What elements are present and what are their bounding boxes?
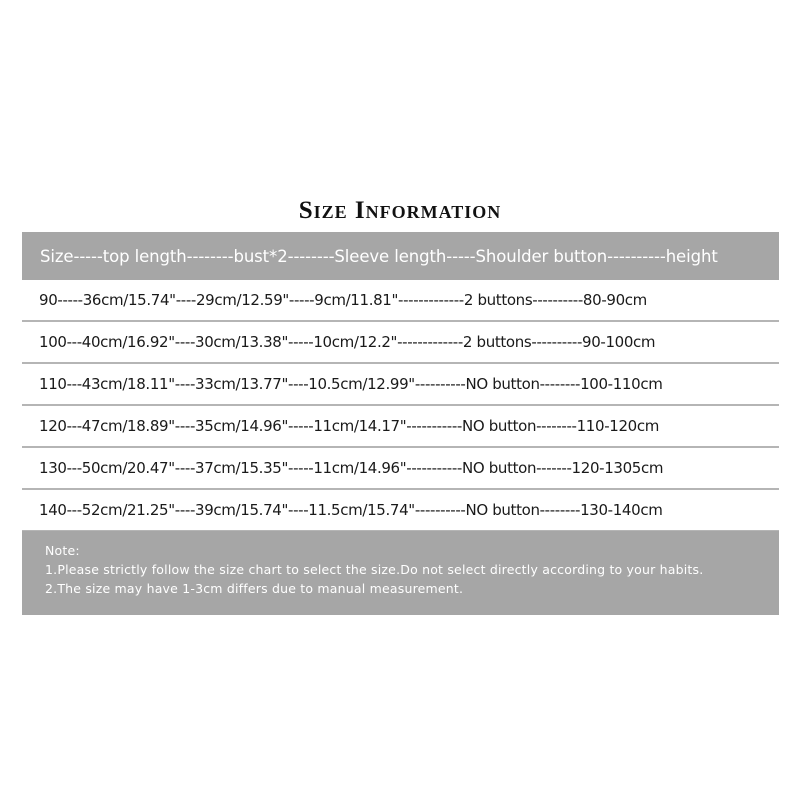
size-table	[22, 280, 779, 532]
note-line-1: 1.Please strictly follow the size chart to select the size.Do not select directly according to your habits.	[45, 562, 704, 577]
header-text: Size-----top length--------bust*2--------Sleeve length-----Shoulder button----------height	[40, 246, 718, 266]
note-line-2: 2.The size may have 1-3cm differs due to manual measurement.	[45, 581, 464, 596]
row-text: 90-----36cm/15.74"----29cm/12.59"-----9cm/11.81"-------------2 buttons----------80-90cm	[39, 291, 647, 309]
size-table-header	[22, 232, 779, 280]
table-row	[22, 490, 779, 532]
note-heading: Note:	[45, 543, 80, 558]
row-text: 140---52cm/21.25"----39cm/15.74"----11.5cm/15.74"----------NO button--------130-140cm	[39, 501, 663, 519]
table-row	[22, 448, 779, 490]
row-text: 120---47cm/18.89"----35cm/14.96"-----11cm/14.17"-----------NO button--------110-120cm	[39, 417, 659, 435]
table-row	[22, 364, 779, 406]
row-text: 110---43cm/18.11"----33cm/13.77"----10.5cm/12.99"----------NO button--------100-110cm	[39, 375, 663, 393]
table-row	[22, 322, 779, 364]
page-title: Size Information	[298, 197, 502, 224]
table-row	[22, 406, 779, 448]
row-text: 100---40cm/16.92"----30cm/13.38"-----10cm/12.2"-------------2 buttons----------90-100cm	[39, 333, 656, 351]
table-row	[22, 280, 779, 322]
note-box	[22, 531, 779, 615]
row-text: 130---50cm/20.47"----37cm/15.35"-----11cm/14.96"-----------NO button-------120-1305cm	[39, 459, 664, 477]
